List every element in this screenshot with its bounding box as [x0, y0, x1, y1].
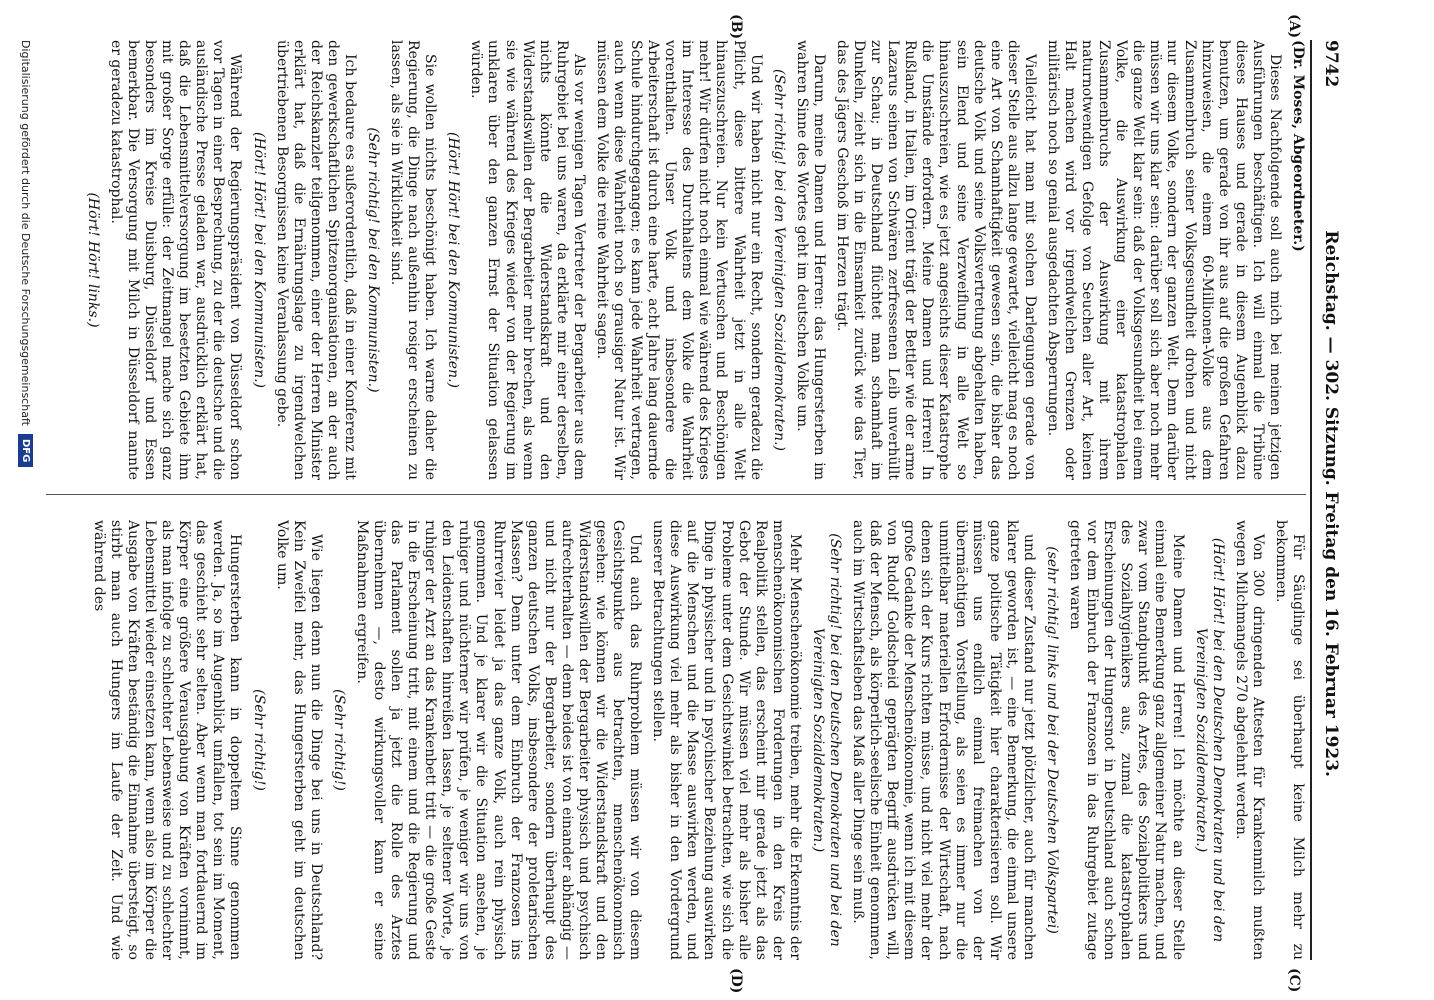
paragraph: Sie wollen nichts beschönigt haben. Ich warne daher die Regierung, die Dinge nach außenhin rosiger erscheinen zu lassen, als sie in Wirklichkeit sind.: [388, 40, 439, 480]
paragraph: Mehr Menschenökonomie treiben, mehr die Erkenntnis der menschenökonomischen Forderungen in den Kreis der Realpolitik stellen, das erscheint mir gerade jetzt als das Gebot der Stunde. Wir müssen viel mehr als bisher alle Probleme unter dem Gesichtswinkel betrachten, wie sich die Dinge in physischer und in psychischer Beziehung auswirken auf die Menschen und die Masse auswirken werden, und diese Auswirkung viel mehr als bisher in den Vordergrund unserer Betrachtungen stellen.: [650, 520, 803, 960]
interjection: (Sehr richtig! bei den Vereinigten Sozialdemokraten.): [770, 69, 787, 451]
paragraph: Ich bedaure es außerordentlich, daß in einer Konferenz mit den gewerkschaftlichen Spitzenorganisationen, an der auch der Reichskanzler teilgenommen, einer der Herren Minister erklärt hat, daß die Ernährungslage zu irgendwelchen übertriebenen Besorgnissen keine Veranlassung gebe.: [273, 40, 358, 480]
margin-marker-a: (A): [1286, 14, 1302, 39]
page-header: [1316, 40, 1346, 960]
margin-marker-c: (C): [1286, 968, 1302, 993]
interjection: (Hört! Hört! bei den Deutschen Demokraten und bei den Vereinigten Sozialdemokraten.): [1192, 537, 1226, 943]
interjection: (Hört! Hört! bei den Kommunisten.): [445, 131, 462, 388]
paragraph: Darum, meine Damen und Herren: das Hungersterben im wahren Sinne des Wortes geht im deutschen Volke um.: [793, 40, 827, 480]
paragraph: Und auch das Ruhrproblem müssen wir von diesem Gesichtspunkte aus betrachten, menschenökonomisch gesehen: wie können wir die Widerstandskraft und den Widerstandswillen der Bergarbeiter physisch und psychisch aufrechterhalten — denn beides ist von einander abhängig — und nicht nur der Bergarbeiter, sondern überhaupt des ganzen deutschen Volks, insbesondere der proletarischen Massen? Denn unter dem Einbruch der Franzosen ins Ruhrrevier leidet ja das ganze Volk, auch rein physisch genommen. Und je klarer wir die Situation ansehen, je ruhiger und nüchterner wir prüfen, je weniger wir uns von den Leidenschaften hinreißen lassen, je seltener Worte, je ruhiger der Arzt an das Krankenbett tritt — die große Geste in die Erscheinung tritt, mit einem und die Regierung und das Parlament sollen ja jetzt die Rolle des Arztes übernehmen —, desto wirkungsvoller kann er seine Maßnahmen ergreifen.: [353, 520, 644, 960]
paragraph: Wie liegen denn nun die Dinge bei uns in Deutschland? Kein Zweifel mehr, das Hungersterben geht im deutschen Volke um.: [273, 520, 324, 960]
interjection: (Sehr richtig!): [330, 689, 347, 791]
margin-marker-d: (D): [728, 968, 744, 994]
dfg-logo: DFG: [19, 434, 34, 467]
column-divider: [46, 494, 1306, 495]
paragraph: Und wir haben nicht nur ein Recht, sondern geradezu die Pflicht, diese bittere Wahrheit jetzt in alle Welt hinauszuschreien. Nur kein Vertuschen und Beschönigen mehr! Wir dürfen nicht noch einmal wie während des Krieges im Interesse des Durchhaltens dem Volke die Wahrheit vorenthalten. Unser Volk und insbesondere die Arbeiterschaft ist durch eine harte, acht Jahre lang dauernde Schule hindurchgegangen; es kann jede Wahrheit vertragen, auch wenn diese Wahrheit noch so grausiger Natur ist. Wir müssen dem Volke die reine Wahrheit sagen.: [593, 40, 764, 480]
speaker-line: (Dr. Moses, Abgeordneter.): [1290, 40, 1306, 252]
paragraph: Während der Regierungspräsident von Düsseldorf schon vor Tagen in einer Besprechung, zu der die deutsche und die ausländische Presse geladen war, ausdrücklich erklärt hat, daß die Lebensmittelversorgung im besetzten Gebiete ihm mit großer Sorge erfülle: der Zeitmangel mache sich ganz besonders im Kreise Duisburg, Düsseldorf und Essen bemerkbar. Die Versorgung mit Milch in Düsseldorf nannte er geradezu katastrophal.: [107, 40, 244, 480]
paragraph: Vielleicht hat man mit solchen Darlegungen gerade von dieser Stelle aus allzu lange gewartet, vielleicht mag es noch eine Art von Schamhaftigkeit gewesen sein, die bisher das deutsche Volk und seine Volksvertretung abgehalten haben, sein Elend und seine Verzweiflung in alle Welt so hinauszuschreien, wie es jetzt angesichts dieser Katastrophe die Umstände erfordern. Meine Damen und Herren! In Rußland, in Italien, im Orient trägt der Bettler wie der arme Lazarus seinen von Schwären zerfressenen Leib unverhüllt zur Schau; in Deutschland flüchtet man schamhaft im Dunkeln, zieht sich in die Einsamkeit zurück wie das Tier, das des Jägers Geschoß im Herzen trägt.: [833, 40, 1038, 480]
footer-credit: [14, 0, 38, 1000]
interjection: (Hört! Hört! bei den Kommunisten.): [250, 131, 267, 388]
margin-marker-b: (B): [728, 14, 744, 40]
interjection: (Sehr richtig!): [250, 689, 267, 791]
paragraph: und dieser Zustand nur jetzt plötzlicher, auch für manchen klarer geworden ist, — eine Bemerkung, die einmal unsere ganze politische Tätigkeit hier charakterisieren soll. Wir müssen uns endlich einmal freimachen von der übermächtigen Vorstellung, als seien es immer nur die unmittelbar materiellen Erfordernisse der Wirtschaft, nach denen sich der Kurs richten müsse, und nicht viel mehr der große Gedanke der Menschenökonomie, wenn ich mit diesem von Rudolf Goldscheid geprägten Begriff ausdrücken will, daß der Mensch, als körperlich-seelische Einheit genommen, auch im Wirtschaftsleben das Maß aller Dinge sein muß.: [850, 520, 1037, 960]
page-title: Reichstag. — 302. Sitzung. Freitag den 16. Februar 1923.: [1321, 230, 1341, 777]
credit-text: Digitalisierung gefördert durch die Deutsche Forschungsgemeinschaft: [19, 40, 33, 426]
page-number: 9742: [1321, 40, 1341, 88]
paragraph: Von 300 dringenden Attesten für Krankenmilch mußten wegen Milchmangels 270 abgelehnt werden.: [1232, 520, 1266, 960]
paragraph: Hungersterben kann in doppeltem Sinne genommen werden. Ja, so im Augenblick umfallen, tot sein im Moment, das geschieht sehr selten. Aber wenn man fortdauernd im Körper eine größere Verausgabung von Kräften vornimmt, als man infolge zu schlechter Lebensweise und zu schlechter Lebensmittel wieder einsetzen kann, wenn also im Körper die Ausgabe von Kräften beständig die Einnahme übersteigt, so stirbt man auch Hungers im Laufe der Zeit. Und wie während des: [90, 520, 244, 960]
header-rule: [1310, 40, 1312, 960]
left-column: [46, 40, 1306, 480]
interjection: (Sehr richtig! bei den Kommunisten.): [365, 127, 382, 393]
paragraph: Als vor wenigen Tagen Vertreter der Bergarbeiter aus dem Ruhrgebiet bei uns waren, da erklärte mir einer derselben, nichts könnte die Widerstandskraft und den Widerstandswillen der Bergarbeiter mehr brechen, als wenn sie wie während des Krieges wieder von der Regierung im unklaren über den ganzen Ernst der Situation gelassen würden.: [468, 40, 587, 480]
interjection: (Hört! Hört! links.): [84, 192, 101, 328]
paragraph: Dieses Nachfolgende soll auch mich bei meinen jetzigen Ausführungen beschäftigen. Ich will einmal die Tribüne dieses Hauses und gerade in diesem Augenblick dazu benutzen, um gerade von ihr aus auf die großen Gefahren hinzuweisen, die einem 60-Millionen-Volke aus dem Zusammenbruch seiner Volksgesundheit drohen und nicht nur diesem Volke, sondern der ganzen Welt. Denn darüber müssen wir uns klar sein: darüber soll sich aber noch mehr die ganze Welt klar sein: daß der Volksgesundheit bei einem Volke, die Auswirkung einer katastrophalen Zusammenbruchs der Auswirkung mit ihrem naturnotwendigen Gefolge von Seuchen aller Art, keinen Halt machen wird vor irgendwelchen Grenzen oder militärisch noch so genial ausgedachten Absperrungen.: [1044, 40, 1283, 480]
right-column: [46, 520, 1306, 960]
paragraph: Für Säuglinge sei überhaupt keine Milch mehr zu bekommen.: [1272, 520, 1306, 960]
interjection: (sehr richtig! links und bei der Deutschen Volkspartei): [1043, 546, 1060, 934]
interjection: (Sehr richtig! bei den Deutschen Demokraten und bei den Vereinigten Sozialdemokraten.): [809, 533, 844, 947]
paragraph: Meine Damen und Herren! Ich möchte an dieser Stelle einmal eine Bemerkung ganz allgemeiner Natur machen, und zwar vom Standpunkt des Arztes, des Sozialpolitikers und des Sozialhygienikers aus, zumal die katastrophalen Erscheinungen der Hungersnot in Deutschland auch schon vor dem Einbruch der Franzosen in das Ruhrgebiet zutage getreten waren: [1067, 520, 1186, 960]
